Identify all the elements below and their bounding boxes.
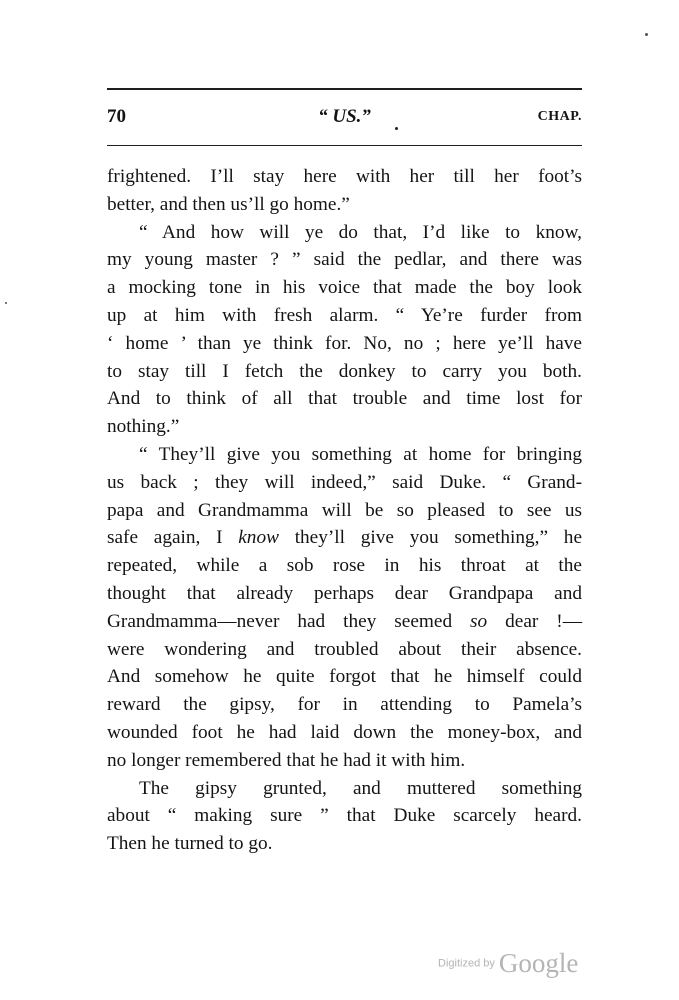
- running-title: “ US.”: [318, 106, 371, 127]
- text-line: “ They’ll give you something at home for bringing: [139, 443, 582, 465]
- text-line: wounded foot he had laid down the money-box, and: [107, 721, 582, 743]
- text-line: The gipsy grunted, and muttered something: [139, 777, 582, 799]
- header-bottom-rule: [107, 145, 582, 146]
- text-line: a mocking tone in his voice that made the boy look: [107, 277, 582, 299]
- scan-speck: [645, 33, 648, 36]
- scan-speck: [395, 127, 398, 130]
- text-line: repeated, while a sob rose in his throat at the: [107, 555, 582, 577]
- text-line: [107, 524, 582, 552]
- digitization-watermark: [438, 948, 588, 982]
- text-line: up at him with fresh alarm. “ Ye’re furder from: [107, 304, 582, 326]
- text-line: about “ making sure ” that Duke scarcely heard.: [107, 805, 582, 827]
- text-line: [107, 608, 582, 636]
- text-line: papa and Grandmamma will be so pleased to see us: [107, 499, 582, 521]
- chapter-label: CHAP.: [537, 109, 582, 124]
- text-line: frightened. I’ll stay here with her till her foot’s: [107, 166, 582, 187]
- text-line: reward the gipsy, for in attending to Pamela’s: [107, 694, 582, 716]
- text-run: safe again, I: [107, 527, 239, 549]
- page-header: [107, 104, 582, 130]
- text-line: And somehow he quite forgot that he himself could: [107, 666, 582, 688]
- text-line: nothing.”: [107, 416, 180, 438]
- text-line: ‘ home ’ than ye think for. No, no ; here ye’ll have: [107, 332, 582, 354]
- page-number: 70: [107, 106, 126, 127]
- emphasized-word: so: [470, 610, 488, 632]
- text-run: dear !—: [487, 610, 582, 632]
- text-run: Grandmamma—never had they seemed: [107, 610, 471, 632]
- google-logo: Google: [498, 948, 579, 978]
- text-line: no longer remembered that he had it with him.: [107, 749, 466, 771]
- text-line: to stay till I fetch the donkey to carry you both.: [107, 360, 582, 382]
- text-line: And to think of all that trouble and time lost for: [107, 388, 582, 410]
- watermark-prefix: Digitized by: [438, 957, 495, 970]
- body-text: [107, 163, 582, 858]
- text-line: better, and then us’ll go home.”: [107, 193, 350, 215]
- text-line: “ And how will ye do that, I’d like to know,: [139, 221, 582, 243]
- text-line: Then he turned to go.: [107, 833, 273, 855]
- scan-speck: [5, 302, 7, 304]
- header-top-rule: [107, 88, 582, 90]
- text-line: were wondering and troubled about their absence.: [107, 638, 582, 660]
- text-line: thought that already perhaps dear Grandpapa and: [107, 582, 582, 604]
- text-line: my young master ? ” said the pedlar, and there was: [107, 249, 582, 271]
- text-line: us back ; they will indeed,” said Duke. “ Grand-: [107, 471, 582, 493]
- text-run: they’ll give you something,” he: [278, 527, 582, 549]
- emphasized-word: know: [238, 527, 279, 549]
